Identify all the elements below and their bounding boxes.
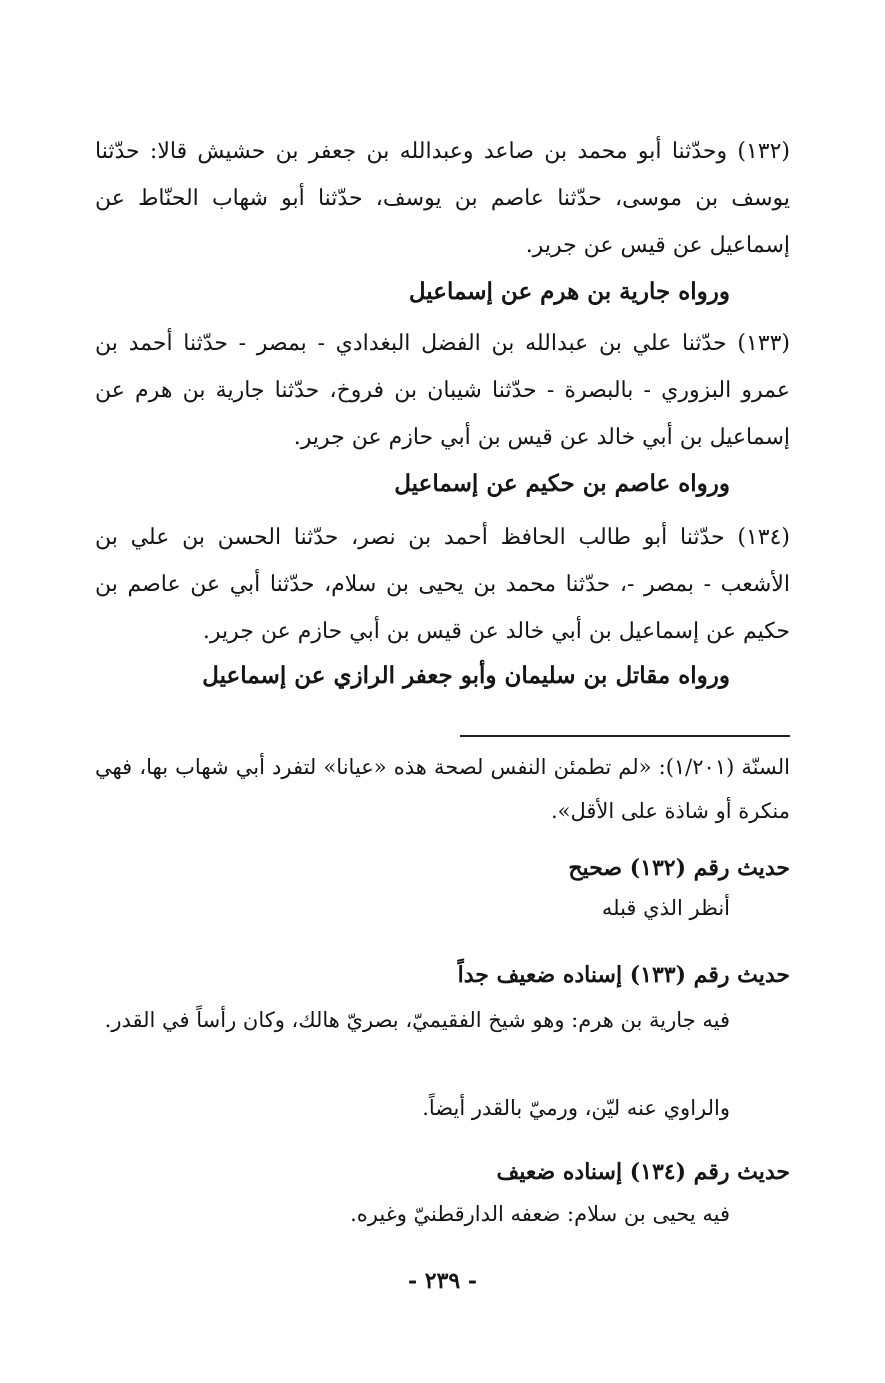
grade-134-title: حديث رقم (١٣٤) إسناده ضعيف	[496, 1159, 790, 1185]
grade-132-title: حديث رقم (١٣٢) صحيح	[568, 855, 790, 881]
footnote	[95, 745, 790, 833]
grade-134-line1: فيه يحيى بن سلام: ضعفه الدارقطنيّ وغيره.	[350, 1202, 730, 1226]
hadith-132	[95, 128, 790, 269]
grade-133-body	[95, 998, 790, 1042]
heading-asim: ورواه عاصم بن حكيم عن إسماعيل	[394, 470, 730, 497]
heading-jariya: ورواه جارية بن هرم عن إسماعيل	[408, 278, 730, 305]
grade-132-line1: أنظر الذي قبله	[601, 896, 730, 920]
grade-133-title: حديث رقم (١٣٣) إسناده ضعيف جداً	[457, 962, 790, 988]
footnote-text: السنّة (١/٢٠١): «لم تطمئن النفس لصحة هذه «عيانا» لتفرد أبي شهاب بها، فهي منكرة أو شاذة على الأقل».	[95, 755, 790, 823]
heading-muqatil: ورواه مقاتل بن سليمان وأبو جعفر الرازي عن إسماعيل	[202, 662, 730, 689]
grade-133-line2: والراوي عنه ليّن، ورميّ بالقدر أيضاً.	[422, 1096, 730, 1120]
hadith-134-text: (١٣٤) حدّثنا أبو طالب الحافظ أحمد بن نصر، حدّثنا الحسن بن علي بن الأشعب - بمصر -، حدّثنا محمد بن يحيى بن سلام، حدّثنا أبي عن عاصم بن حكيم عن إسماعيل بن أبي خالد عن قيس بن أبي حازم عن جرير.	[95, 525, 790, 644]
footnote-divider	[460, 735, 790, 737]
hadith-132-text: (١٣٢) وحدّثنا أبو محمد بن صاعد وعبدالله بن جعفر بن حشيش قالا: حدّثنا يوسف بن موسى، حدّثنا عاصم بن يوسف، حدّثنا أبو شهاب الحنّاط عن إسماعيل عن قيس عن جرير.	[95, 139, 790, 258]
hadith-134	[95, 514, 790, 655]
page-number: - ٢٣٩ -	[407, 1268, 478, 1294]
grade-133-line1: فيه جارية بن هرم: وهو شيخ الفقيميّ، بصريّ هالك، وكان رأساً في القدر.	[104, 1008, 730, 1032]
hadith-133	[95, 320, 790, 461]
hadith-133-text: (١٣٣) حدّثنا علي بن عبدالله بن الفضل البغدادي - بمصر - حدّثنا أحمد بن عمرو البزوري - بالبصرة - حدّثنا شيبان بن فروخ، حدّثنا جارية بن هرم عن إسماعيل بن أبي خالد عن قيس بن أبي حازم عن جرير.	[95, 331, 790, 450]
